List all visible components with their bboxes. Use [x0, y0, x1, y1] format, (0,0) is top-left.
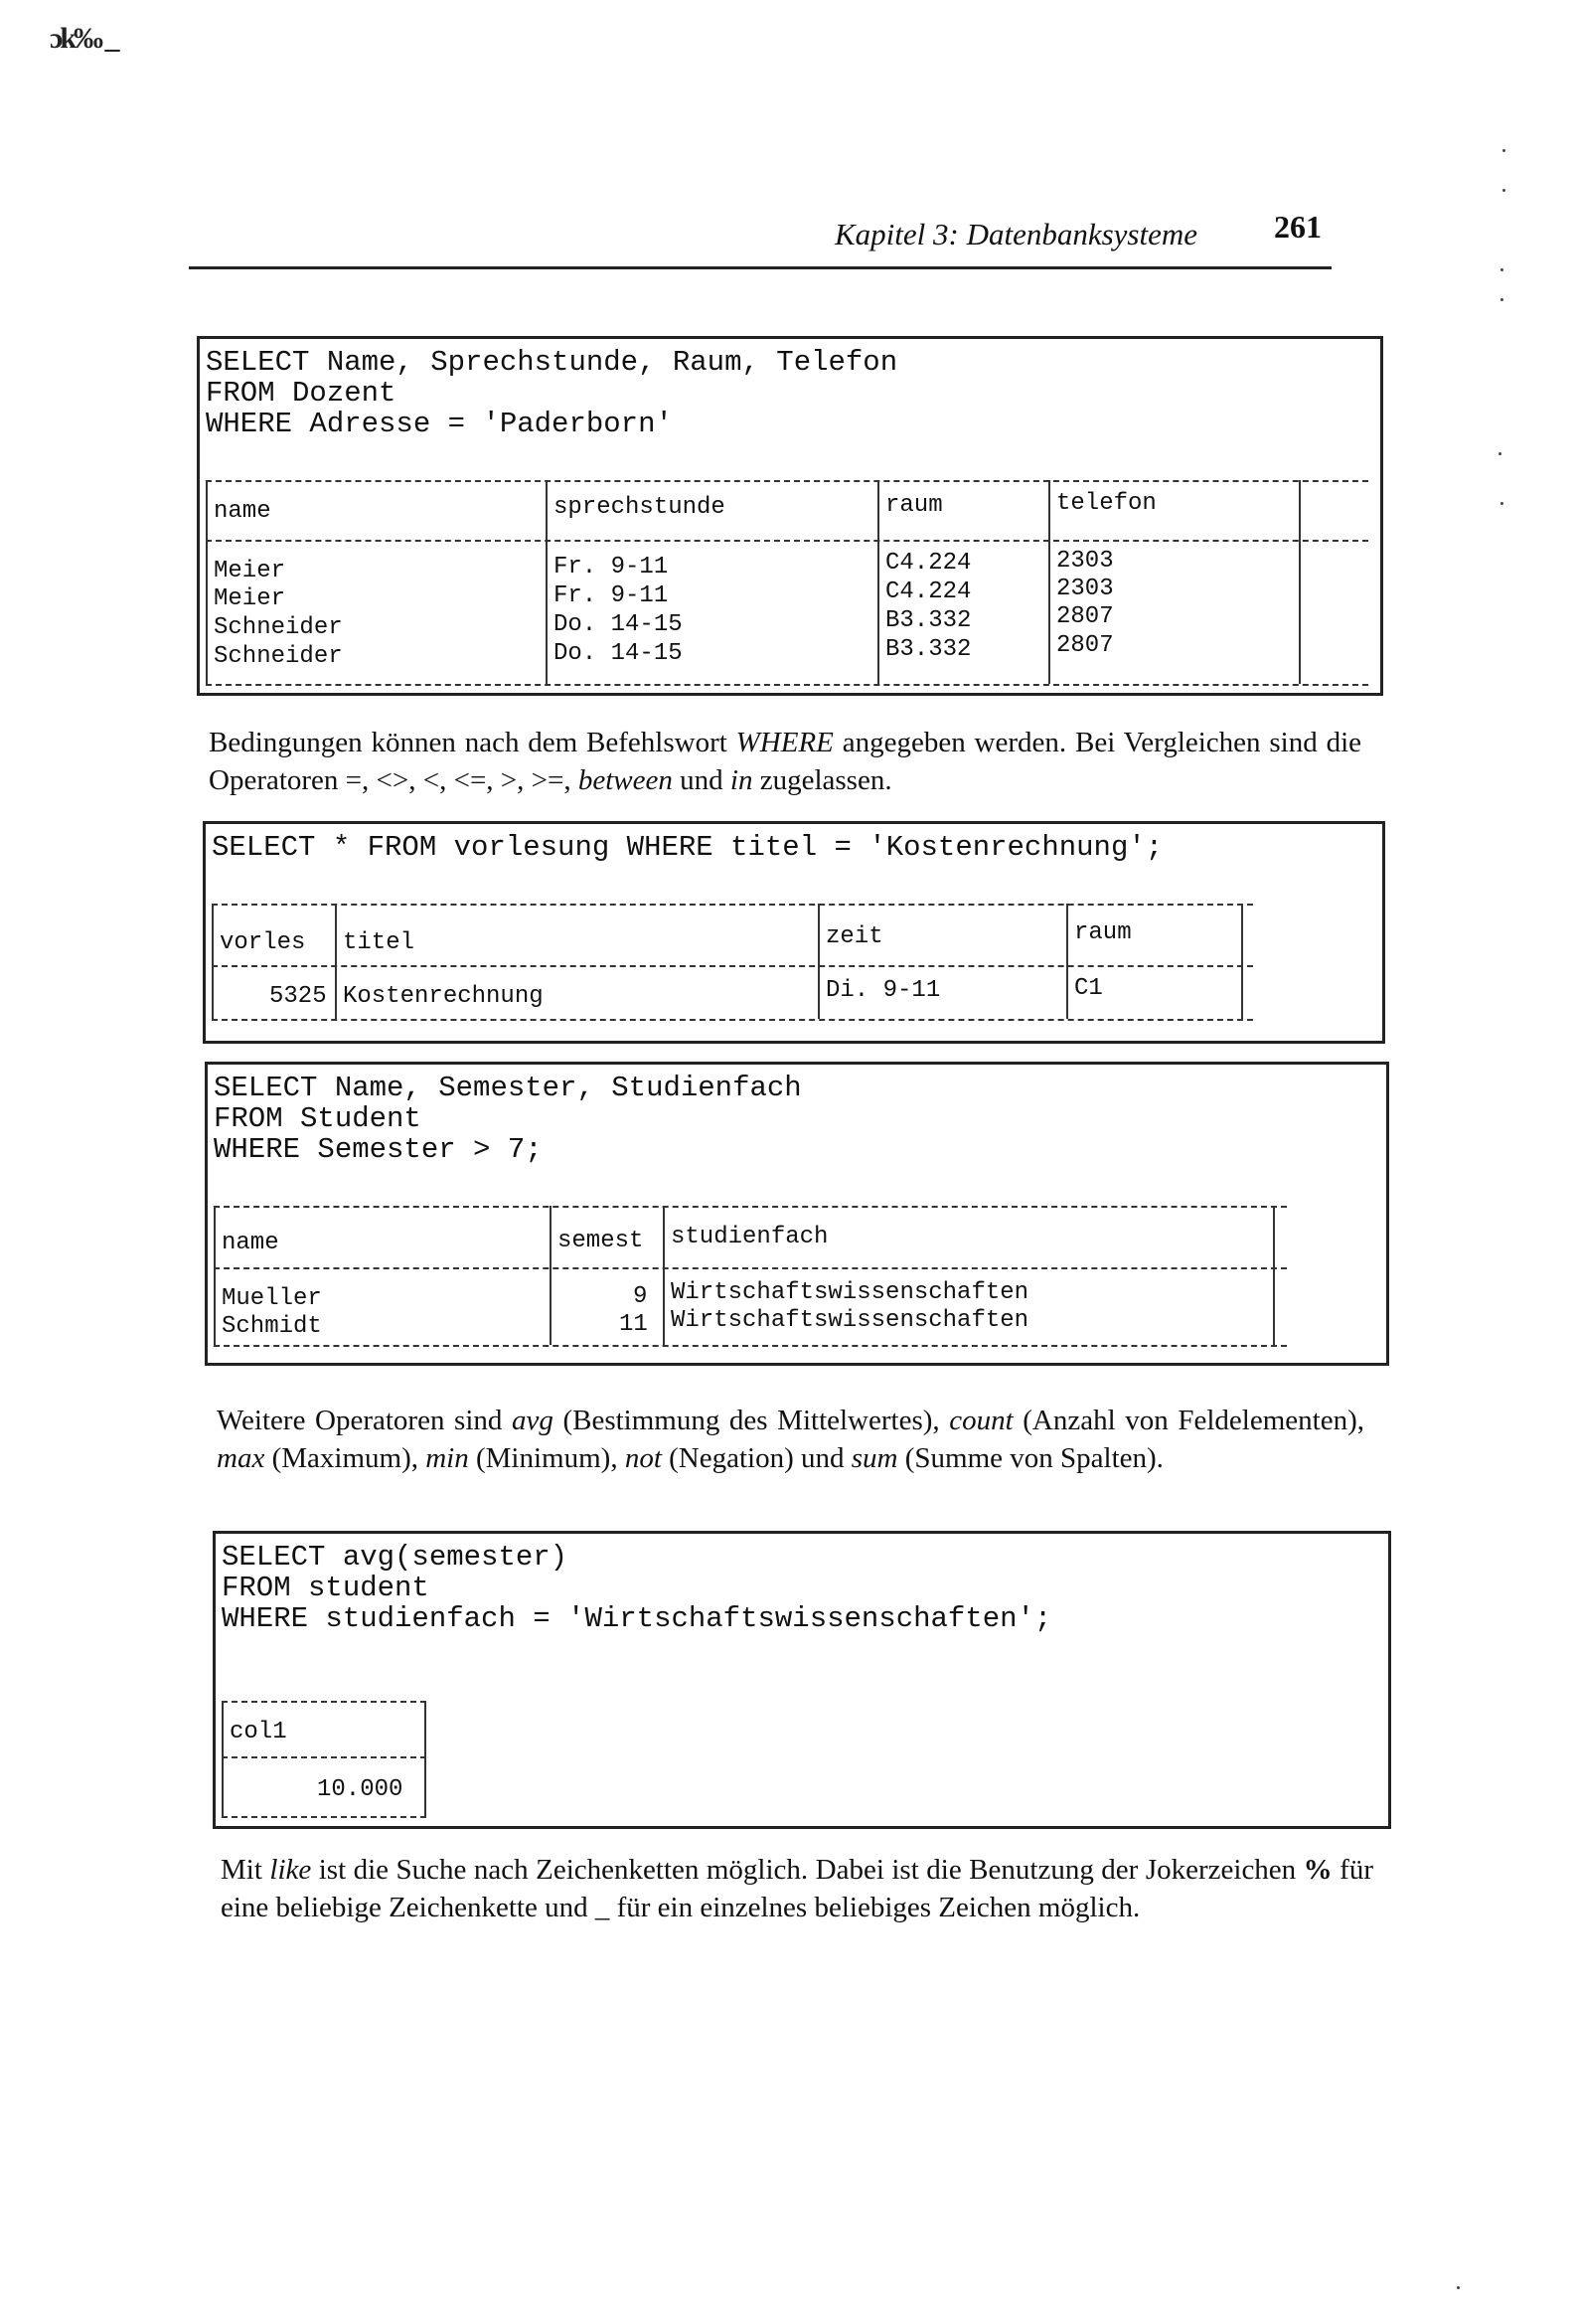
column-separator — [1273, 1206, 1275, 1345]
page-number: 261 — [1274, 209, 1322, 245]
table-cell: Kostenrechnung — [343, 983, 544, 1010]
column-header: zeit — [826, 923, 883, 950]
table-rule — [214, 1267, 1287, 1269]
sql-example-dozent — [197, 336, 1383, 696]
table-cell: Schneider — [214, 614, 343, 641]
keyword-count: count — [949, 1405, 1014, 1436]
paragraph-text: und — [672, 764, 730, 796]
paragraph-text: (Bestimmung des Mittelwertes), — [552, 1405, 950, 1436]
table-rule — [206, 480, 1368, 482]
chapter-title: Kapitel 3: Datenbanksysteme — [834, 217, 1197, 251]
result-table — [222, 1701, 426, 1820]
column-separator — [877, 480, 879, 684]
table-cell: Schmidt — [222, 1313, 322, 1340]
scan-speck — [1457, 2286, 1460, 2289]
column-header: sprechstunde — [553, 494, 725, 521]
column-header: raum — [885, 492, 943, 519]
scan-speck — [1502, 149, 1505, 152]
table-cell: 2807 — [1056, 603, 1114, 630]
column-separator — [212, 904, 214, 1019]
table-cell: 2303 — [1056, 548, 1114, 575]
column-separator — [663, 1206, 665, 1345]
paragraph-text: zugelassen. — [752, 764, 892, 796]
scan-speck — [1500, 502, 1503, 505]
table-rule — [222, 1756, 426, 1758]
column-header: col1 — [230, 1719, 287, 1745]
keyword-max: max — [217, 1442, 265, 1474]
result-table — [206, 480, 1368, 689]
paragraph-text: (Minimum), — [468, 1442, 625, 1474]
column-separator — [818, 904, 820, 1019]
paragraph-aggregates — [217, 1402, 1364, 1477]
sql-line: FROM student — [222, 1572, 429, 1604]
sql-example-student — [205, 1062, 1389, 1366]
table-cell: 5325 — [269, 983, 327, 1010]
table-cell: Meier — [214, 558, 286, 584]
paragraph-text: (Summe von Spalten). — [897, 1442, 1164, 1474]
table-rule — [222, 1701, 426, 1703]
table-rule — [212, 904, 1253, 906]
column-separator — [206, 480, 208, 684]
table-cell: 2303 — [1056, 576, 1114, 602]
column-header: titel — [343, 929, 415, 956]
column-header: name — [222, 1230, 279, 1256]
sql-line: FROM Dozent — [206, 377, 396, 410]
sql-example-avg — [213, 1531, 1391, 1829]
table-cell: B3.332 — [885, 607, 972, 634]
table-cell: 9 — [633, 1283, 648, 1310]
sql-line: WHERE Adresse = 'Paderborn' — [206, 408, 673, 440]
table-rule — [212, 1019, 1253, 1021]
column-header: raum — [1074, 919, 1132, 946]
paragraph-text: ist die Suche nach Zeichenketten möglich. Dabei ist die Benutzung der Jokerzeichen — [311, 1854, 1304, 1886]
paragraph-text: (Negation) und — [661, 1442, 852, 1474]
column-separator — [222, 1701, 224, 1816]
keyword-in: in — [729, 764, 753, 796]
scan-speck — [1500, 298, 1503, 301]
keyword-avg: avg — [511, 1405, 553, 1436]
column-separator — [214, 1206, 216, 1345]
paragraph-like — [221, 1851, 1373, 1926]
column-header: name — [214, 498, 271, 525]
table-cell: Wirtschaftswissenschaften — [671, 1279, 1029, 1306]
sql-query — [200, 339, 1380, 439]
table-cell: Wirtschaftswissenschaften — [671, 1307, 1029, 1334]
table-rule — [214, 1345, 1287, 1347]
table-rule — [212, 965, 1253, 967]
paragraph-text: für eine beliebige Zeichenkette und _ für ein einzelnes beliebiges Zeichen möglich. — [221, 1854, 1373, 1923]
column-separator — [1048, 480, 1050, 684]
table-cell: 11 — [619, 1311, 648, 1338]
scan-speck — [1500, 268, 1503, 271]
wildcard-percent: % — [1303, 1854, 1333, 1886]
sql-line: SELECT avg(semester) — [222, 1541, 568, 1574]
table-rule — [222, 1816, 426, 1818]
paragraph-text: Weitere Operatoren sind — [217, 1405, 512, 1436]
column-header: telefon — [1056, 490, 1157, 517]
sql-example-vorlesung — [203, 821, 1385, 1044]
column-separator — [335, 904, 337, 1019]
column-header: studienfach — [671, 1224, 829, 1250]
keyword-sum: sum — [851, 1442, 898, 1474]
table-rule — [214, 1206, 1287, 1208]
table-cell: Fr. 9-11 — [553, 582, 669, 609]
table-cell: Fr. 9-11 — [553, 554, 669, 581]
sql-query — [206, 824, 1382, 863]
sql-line: WHERE Semester > 7; — [214, 1133, 543, 1166]
column-separator — [424, 1701, 426, 1816]
column-separator — [546, 480, 548, 684]
keyword-like: like — [269, 1854, 312, 1886]
column-separator — [1241, 904, 1243, 1019]
page-header — [189, 209, 1332, 269]
keyword-between: between — [577, 764, 673, 796]
column-separator — [1066, 904, 1068, 1019]
result-table — [214, 1206, 1287, 1355]
paragraph-text: (Anzahl von Feldelementen), — [1013, 1405, 1364, 1436]
scan-artifact: ɔk‰ _ — [50, 22, 117, 55]
keyword-where: WHERE — [735, 727, 834, 758]
table-cell: Schneider — [214, 643, 343, 670]
sql-line: SELECT Name, Sprechstunde, Raum, Telefon — [206, 346, 898, 379]
column-header: vorles — [220, 929, 306, 956]
table-cell: C4.224 — [885, 550, 972, 577]
table-cell: 2807 — [1056, 632, 1114, 659]
result-table — [212, 904, 1253, 1033]
column-separator — [550, 1206, 552, 1345]
table-cell: C4.224 — [885, 579, 972, 605]
sql-query — [208, 1065, 1386, 1165]
sql-line: SELECT Name, Semester, Studienfach — [214, 1072, 802, 1104]
table-cell: B3.332 — [885, 636, 972, 663]
table-cell: C1 — [1074, 975, 1103, 1002]
table-cell: 10.000 — [317, 1776, 403, 1803]
sql-query — [216, 1534, 1388, 1634]
scan-speck — [1498, 452, 1501, 455]
scan-speck — [1502, 189, 1505, 192]
table-cell: Do. 14-15 — [553, 611, 683, 638]
table-cell: Do. 14-15 — [553, 640, 683, 667]
column-header: semest — [557, 1228, 644, 1254]
table-cell: Di. 9-11 — [826, 977, 941, 1004]
table-rule — [206, 540, 1368, 542]
keyword-min: min — [425, 1442, 469, 1474]
table-cell: Mueller — [222, 1285, 322, 1312]
sql-line: SELECT * FROM vorlesung WHERE titel = 'Kostenrechnung'; — [212, 831, 1164, 864]
keyword-not: not — [624, 1442, 662, 1474]
sql-line: WHERE studienfach = 'Wirtschaftswissenschaften'; — [222, 1602, 1052, 1635]
column-separator — [1299, 480, 1301, 684]
sql-line: FROM Student — [214, 1102, 421, 1135]
table-cell: Meier — [214, 585, 286, 612]
paragraph-text: (Maximum), — [264, 1442, 426, 1474]
paragraph-operators — [209, 724, 1361, 799]
paragraph-text: Bedingungen können nach dem Befehlswort — [209, 727, 736, 758]
paragraph-text: Mit — [221, 1854, 270, 1886]
table-rule — [206, 684, 1368, 686]
paragraph-text: angegeben werden. Bei Vergleichen sind die Operatoren =, <>, <, <=, >, >=, — [209, 727, 1361, 796]
